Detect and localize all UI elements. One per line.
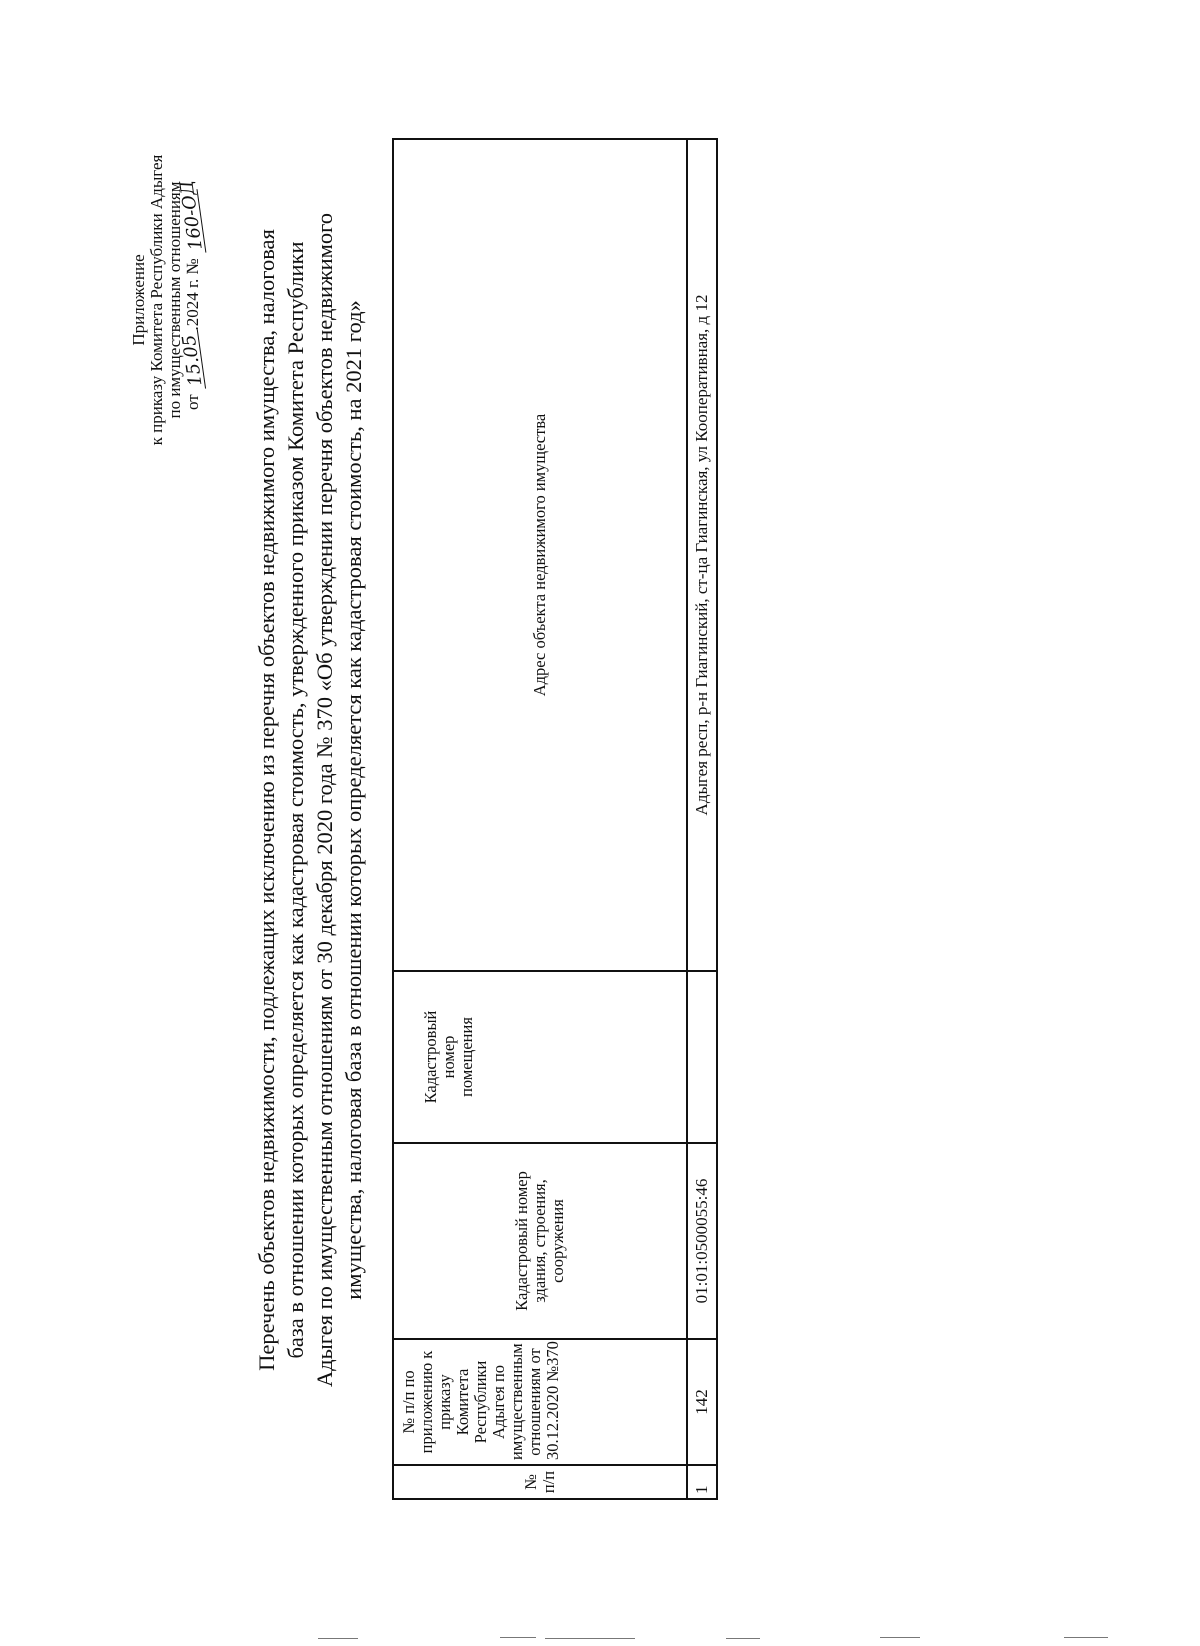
scan-mark [1064, 1637, 1108, 1638]
header-ref-line: Республики [471, 1360, 490, 1444]
title-line-3: Адыгея по имущественным отношениям от 30 декабря 2020 года № 370 «Об утверждении перечня объектов недвижимого [312, 212, 337, 1388]
scan-mark [726, 1638, 760, 1639]
table-row [687, 139, 717, 1499]
header-ref-line: Адыгея по [489, 1364, 508, 1440]
appendix-title: Приложение [129, 254, 148, 346]
header-premise-line: номер [439, 1035, 458, 1079]
header-ref-line: отношениям от [525, 1348, 544, 1456]
cell-index: 1 [687, 1465, 717, 1499]
handwritten-date: 15.05 [181, 330, 206, 391]
header-building-line: Кадастровый номер [512, 1171, 531, 1311]
title-line-1: Перечень объектов недвижимости, подлежащих исключению из перечня объектов недвижимого имущества, налоговая [254, 229, 279, 1371]
header-premise-line: помещения [457, 1017, 476, 1097]
header-ref-line: имущественным [507, 1343, 526, 1460]
scan-mark [545, 1638, 635, 1639]
title-line-2: база в отношении которых определяется как кадастровая стоимость, утвержденного приказом Комитета Республики [283, 241, 308, 1359]
header-ref-line: Комитета [453, 1368, 472, 1436]
header-ref-line: приложению к [417, 1350, 436, 1454]
header-ref-line: приказу [435, 1374, 454, 1430]
handwritten-order-number: 160-ОД [181, 189, 207, 255]
cell-address: Адыгея респ, р-н Гиагинский, ст-ца Гиагинская, ул Кооперативная, д 12 [687, 139, 717, 971]
table-header-row [393, 139, 687, 1499]
header-building-cadastral [393, 1143, 687, 1339]
header-index-line-2: п/п [539, 1470, 558, 1494]
header-building-line: здания, строения, [530, 1179, 549, 1303]
document-title [252, 100, 368, 1500]
rotated-content [0, 80, 711, 1520]
scan-mark [500, 1637, 536, 1638]
cell-reference: 142 [687, 1339, 717, 1465]
appendix-date-line [176, 120, 207, 480]
appendix-header [129, 120, 207, 480]
scan-mark [318, 1638, 358, 1639]
header-index [393, 1465, 687, 1499]
header-reference [393, 1339, 687, 1465]
scan-mark [880, 1637, 920, 1638]
appendix-date-prefix: от [183, 394, 202, 411]
cell-premise-cadastral [687, 971, 717, 1143]
header-ref-line: № п/п по [399, 1370, 418, 1434]
header-address: Адрес объекта недвижимого имущества [393, 139, 687, 971]
header-ref-line: 30.12.2020 №370 [543, 1341, 562, 1460]
header-building-line: сооружения [548, 1199, 567, 1283]
title-line-4: имущества, налоговая база в отношении которых определяется как кадастровая стоимость, на 2021 год» [341, 300, 366, 1300]
cell-building-cadastral: 01:01:0500055:46 [687, 1143, 717, 1339]
appendix-line-1: к приказу Комитета Республики Адыгея [147, 154, 166, 446]
header-premise-line: Кадастровый [421, 1010, 440, 1104]
appendix-date-suffix: .2024 г. № [183, 258, 202, 331]
property-table [392, 138, 718, 1500]
appendix-line-2: по имущественным отношениям [165, 181, 184, 419]
header-premise-cadastral [393, 971, 687, 1143]
header-index-line-1: № [521, 1474, 540, 1490]
